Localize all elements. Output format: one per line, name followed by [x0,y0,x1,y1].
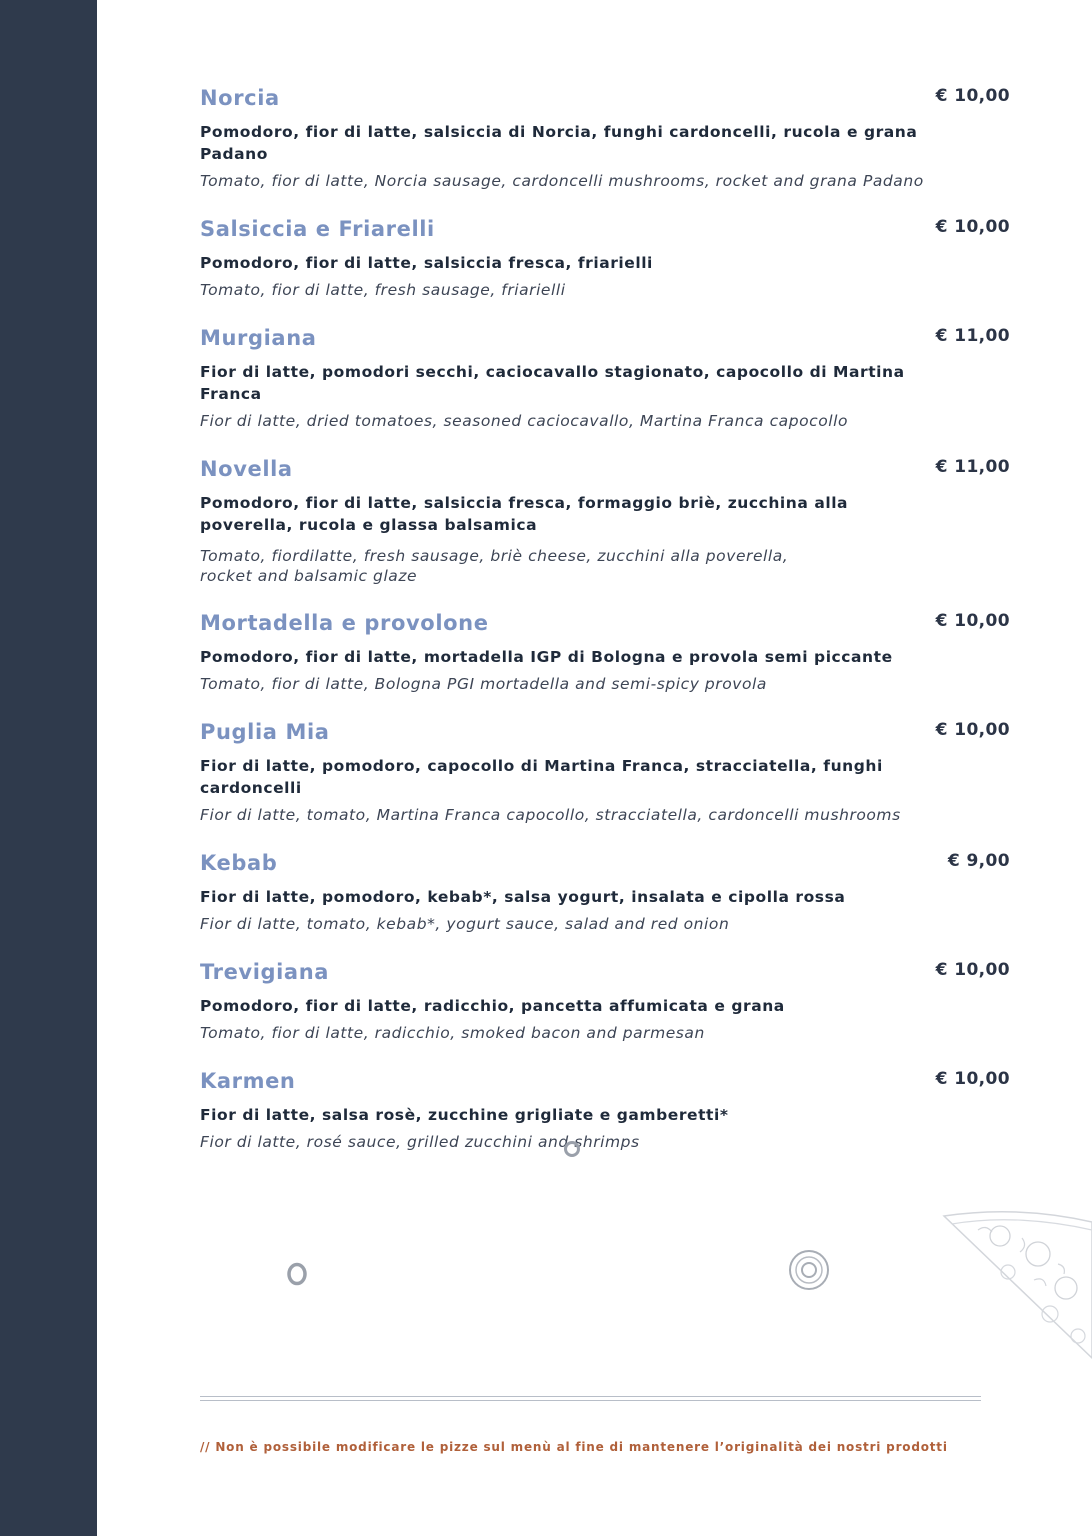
item-description-it: Fior di latte, salsa rosè, zucchine grigliate e gamberetti* [200,1106,729,1124]
item-description-it: Pomodoro, fior di latte, salsiccia di Norcia, funghi cardoncelli, rucola e grana Padano [200,123,918,163]
item-name: Kebab [200,851,278,875]
item-description-en: Fior di latte, dried tomatoes, seasoned caciocavallo, Martina Franca capocollo [200,412,848,430]
item-name: Puglia Mia [200,720,330,744]
item-description-it: Fior di latte, pomodoro, capocollo di Martina Franca, stracciatella, funghi cardoncelli [200,757,883,797]
item-price: € 10,00 [935,720,1010,740]
menu-item-salsiccia-friarelli [200,215,1012,301]
item-name: Mortadella e provolone [200,611,489,635]
item-name: Norcia [200,86,280,110]
menu-item-novella [200,455,1012,586]
item-name: Murgiana [200,326,317,350]
item-price: € 11,00 [935,326,1010,346]
menu-item-puglia-mia [200,718,1012,826]
item-description-en: Tomato, fior di latte, Bologna PGI mortadella and semi-spicy provola [200,675,767,693]
item-description-en: Fior di latte, rosé sauce, grilled zucchini and shrimps [200,1133,640,1151]
item-price: € 11,00 [935,457,1010,477]
menu-item-norcia [200,84,1012,192]
item-price: € 9,00 [947,851,1010,871]
pizza-menu-list [200,84,1012,1176]
item-price: € 10,00 [935,1069,1010,1089]
item-description-en: Fior di latte, tomato, Martina Franca capocollo, stracciatella, cardoncelli mushrooms [200,806,901,824]
item-description-it: Fior di latte, pomodori secchi, caciocavallo stagionato, capocollo di Martina Franca [200,363,905,403]
item-price: € 10,00 [935,960,1010,980]
sidebar-band [0,0,97,1536]
item-name: Novella [200,457,293,481]
item-price: € 10,00 [935,217,1010,237]
item-description-it: Pomodoro, fior di latte, mortadella IGP di Bologna e provola semi piccante [200,648,893,666]
item-description-it: Pomodoro, fior di latte, radicchio, pancetta affumicata e grana [200,997,785,1015]
item-description-it: Pomodoro, fior di latte, salsiccia fresca, friarielli [200,254,653,272]
item-name: Trevigiana [200,960,330,984]
item-description-en: Fior di latte, tomato, kebab*, yogurt sauce, salad and red onion [200,915,730,933]
pizza-slice-icon [938,1208,1092,1364]
item-description-it: Pomodoro, fior di latte, salsiccia fresca, formaggio briè, zucchina alla poverella, rucola e glassa balsamica [200,494,849,534]
menu-item-trevigiana [200,958,1012,1044]
footer-note: // Non è possibile modificare le pizze sul menù al fine di mantenere l’originalità dei nostri prodotti [200,1440,948,1454]
menu-item-murgiana [200,324,1012,432]
menu-item-kebab [200,849,1012,935]
footer-divider [200,1396,981,1401]
item-price: € 10,00 [935,86,1010,106]
olive-icon [284,1260,310,1288]
item-description-en: Tomato, fior di latte, radicchio, smoked bacon and parmesan [200,1024,705,1042]
item-description-en: Tomato, fiordilatte, fresh sausage, briè cheese, zucchini alla poverella, rocket and balsamic glaze [200,547,789,585]
olive-ring-icon [562,1139,582,1159]
item-price: € 10,00 [935,611,1010,631]
item-name: Karmen [200,1069,296,1093]
item-description-it: Fior di latte, pomodoro, kebab*, salsa yogurt, insalata e cipolla rossa [200,888,846,906]
menu-item-karmen [200,1067,1012,1153]
onion-ring-icon [786,1247,832,1293]
menu-item-mortadella-provolone [200,609,1012,695]
item-description-en: Tomato, fior di latte, fresh sausage, friarielli [200,281,566,299]
item-name: Salsiccia e Friarelli [200,217,435,241]
item-description-en: Tomato, fior di latte, Norcia sausage, cardoncelli mushrooms, rocket and grana Padano [200,172,924,190]
